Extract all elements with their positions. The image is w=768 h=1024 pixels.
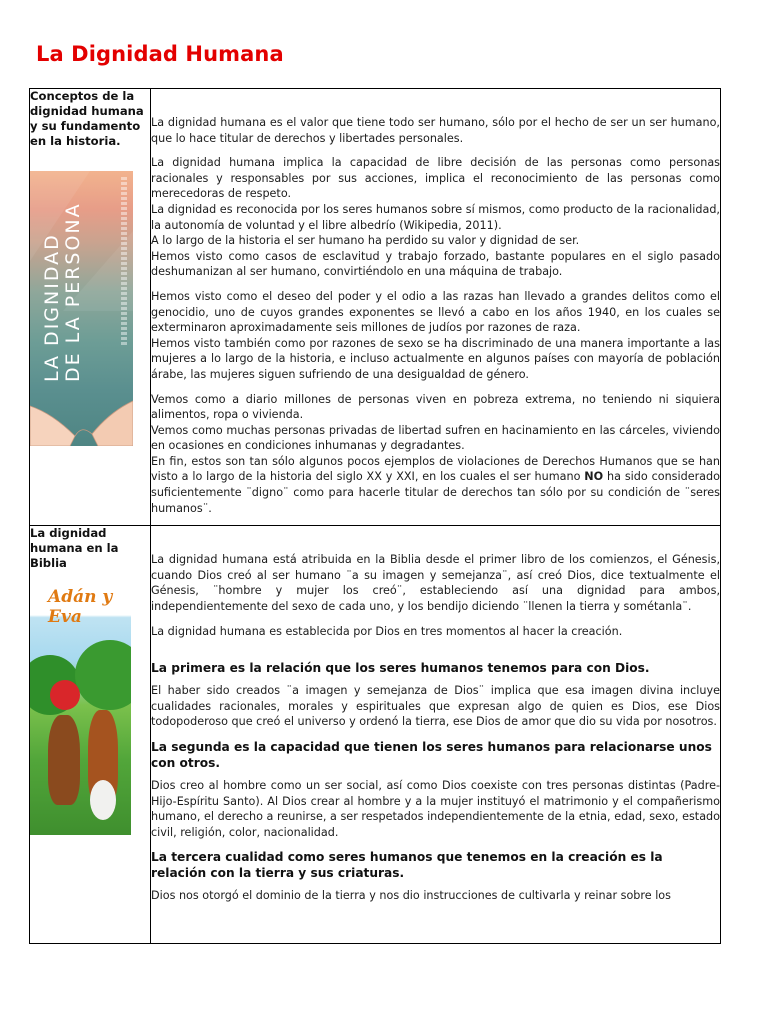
section-body-cell (151, 526, 721, 944)
paragraph: La dignidad humana es el valor que tiene todo ser humano, sólo por el hecho de ser un ser humano, que lo hace titular de derechos y libertades personales. (151, 116, 720, 145)
paragraph: Dios creo al hombre como un ser social, así como Dios coexiste con tres personas distintas (Padre- Hijo-Espíritu Santo). Al Dios crear al hombre y a la mujer instituyó el matrimonio y el compañerismo humano, el derecho a reunirse, a ser respetados independientemente de la etnia, edad, sexo, estado civil, religión, color, nacionalidad. (151, 779, 720, 839)
cover-title (42, 171, 84, 382)
book-cover-image (30, 171, 133, 446)
section-label-cell (30, 89, 151, 526)
table-row (30, 526, 721, 944)
paragraph: La dignidad humana implica la capacidad de libre decisión de las personas como personas racionales y responsables por sus acciones, implica el reconocimiento de las personas como merecedoras de respeto. La dignidad es reconocida por los seres humanos sobre sí mismos, como producto de la racionalidad, la autonomía de voluntad y el libre albedrío (Wikipedia, 2011). A lo largo de la historia el ser humano ha perdido su valor y dignidad de ser. Hemos visto como casos de esclavitud y trabajo forzado, bastante populares en el siglo pasado deshumanizan al ser humano, convirtiéndolo en una máquina de trabajo. (151, 156, 720, 279)
section-label: La dignidad humana en la Biblia (30, 526, 119, 571)
table-row (30, 89, 721, 526)
rabbit-figure (90, 780, 116, 820)
point-heading: La tercera cualidad como seres humanos que tenemos en la creación es la relación con la tierra y sus criaturas. (151, 850, 663, 881)
page-title: La Dignidad Humana (36, 42, 284, 66)
closing-text: En fin, estos son tan sólo algunos pocos ejemplos de violaciones de Derechos Humanos que se han visto a lo largo de la historia del siglo XX y XXI, en los cuales el ser humano (151, 454, 720, 484)
closing-paragraph (151, 454, 720, 516)
section-label: Conceptos de la dignidad humana y su fundamento en la historia. (30, 89, 144, 148)
cover-title-line: LA DIGNIDAD (41, 233, 63, 382)
hands-illustration (30, 366, 133, 446)
paragraph: La dignidad humana es establecida por Dios en tres momentos al hacer la creación. (151, 624, 623, 638)
section-body-cell (151, 89, 721, 526)
content-table (29, 88, 721, 944)
section-label-cell (30, 526, 151, 944)
point-heading: La segunda es la capacidad que tienen los seres humanos para relacionarse unos con otros. (151, 740, 712, 770)
paragraph: Dios nos otorgó el dominio de la tierra y nos dio instrucciones de cultivarla y reinar sobre los (151, 889, 671, 903)
emphasis-no: NO (584, 470, 604, 484)
point-heading: La primera es la relación que los seres humanos tenemos para con Dios. (151, 661, 650, 676)
adam-figure (48, 715, 80, 805)
cover-title-line: DE LA PERSONA (62, 202, 84, 382)
paragraph: Hemos visto como el deseo del poder y el odio a las razas han llevado a grandes delitos como el genocidio, uno de cuyos grandes exponentes se llevó a cabo en los años 1940, en los cuales se exterminaron aproximadamente seis millones de judíos por razones de raza. Hemos visto también como por razones de sexo se ha discriminado de una manera importante a las mujeres a lo largo de la historia, e incluso actualmente en algunos países con mayoría de población árabe, las mujeres siguen sufriendo de una desigualdad de género. (151, 289, 720, 381)
paragraph: La dignidad humana está atribuida en la Biblia desde el primer libro de los comienzos, el Génesis, cuando Dios creó al ser humano ¨a su imagen y semejanza¨, así creó Dios, dice textualmente el Génesis, ¨hombre y mujer los creó¨, estableciendo así una dignidad para ambos, independientemente del sexo de cada uno, y los bendijo diciendo ¨llenen la tierra y sométanla¨. (151, 553, 720, 614)
closing-text: ha sido considerado suficientemente ¨digno¨ como para hacerle titular de derechos tan sólo por su condición de ¨seres humanos¨. (151, 470, 720, 515)
fruit-shape (50, 680, 80, 710)
paragraph: Vemos como a diario millones de personas viven en pobreza extrema, no teniendo ni siquiera alimentos, ropa o vivienda. Vemos como muchas personas privadas de libertad sufren en hacinamiento en las cárceles, viviendo en ocasiones en condiciones inhumanas y degradantes. (151, 392, 720, 453)
cover-subtitle-lines (121, 177, 127, 347)
paragraph: El haber sido creados ¨a imagen y semejanza de Dios¨ implica que esa imagen divina incluye cualidades racionales, morales y espirituales que expresan algo de quien es Dios, ese Dios todopoderoso que creó el universo y ordenó la tierra, ese Dios de amor que dio su vida por nosotros. (151, 684, 720, 729)
adam-eve-illustration (30, 585, 131, 835)
tree-shape (75, 640, 131, 710)
illustration-title: Adán y Eva (48, 587, 113, 628)
